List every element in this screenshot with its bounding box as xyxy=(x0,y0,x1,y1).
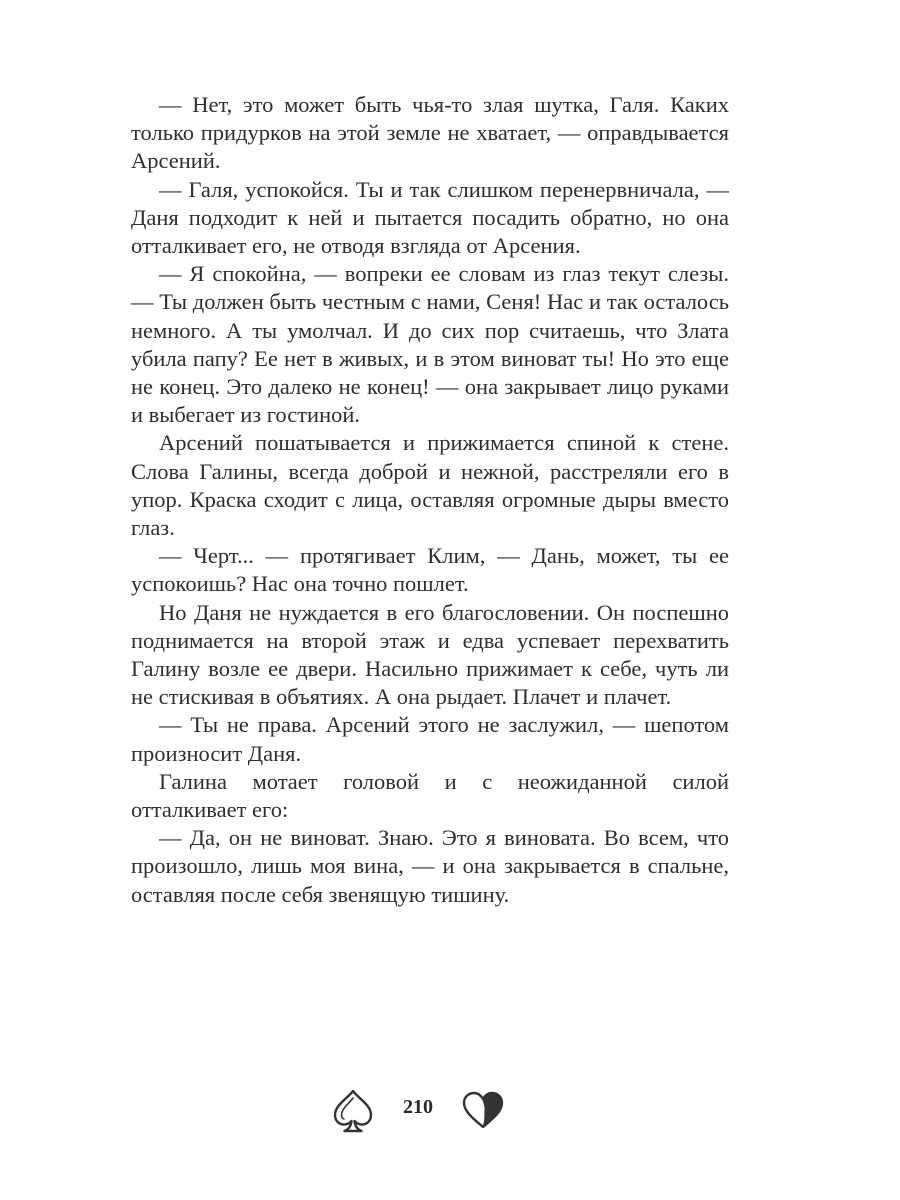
page-footer xyxy=(0,1084,900,1136)
page-body xyxy=(131,91,729,909)
page-number: 210 xyxy=(403,1096,433,1118)
paragraph-9: — Да, он не виноват. Знаю. Это я виновата. Во всем, что произошло, лишь моя вина, — и она закрывается в спальне, оставляя после себя звенящую тишину. xyxy=(131,825,729,907)
paragraph-6: Но Даня не нуждается в его благословении. Он поспешно поднимается на второй этаж и едва успевает перехватить Галину возле ее двери. Насильно прижимает к себе, чуть ли не стискивая в объятиях. А она рыдает. Плачет и плачет. xyxy=(131,599,729,710)
paragraph-3: — Я спокойна, — вопреки ее словам из глаз текут слезы. — Ты должен быть честным с нами, Сеня! Нас и так осталось немного. А ты умолчал. И до сих пор считаешь, что Злата убила папу? Ее нет в живых, и в этом виноват ты! Но это еще не конец. Это далеко не конец! — она закрывает лицо руками и выбегает из гостиной. xyxy=(131,261,729,428)
paragraph-8: Галина мотает головой и с неожиданной силой отталкивает его: xyxy=(131,768,729,823)
paragraph-5: — Черт... — протягивает Клим, — Дань, может, ты ее успокоишь? Нас она точно пошлет. xyxy=(131,543,729,597)
paragraph-1: — Нет, это может быть чья-то злая шутка, Галя. Каких только придурков на этой земле не хватает, — оправдывается Арсений. xyxy=(131,92,729,174)
paragraph-4: Арсений пошатывается и прижимается спиной к стене. Слова Галины, всегда доброй и нежной, расстреляли его в упор. Краска сходит с лица, оставляя огромные дыры вместо глаз. xyxy=(131,430,729,541)
paragraph-2: — Галя, успокойся. Ты и так слишком перенервничала, — Даня подходит к ней и пытается посадить обратно, но она отталкивает его, не отводя взгляда от Арсения. xyxy=(131,176,729,259)
heart-icon xyxy=(461,1090,505,1130)
spade-icon xyxy=(331,1088,375,1134)
paragraph-7: — Ты не права. Арсений этого не заслужил, — шепотом произносит Даня. xyxy=(131,712,729,766)
